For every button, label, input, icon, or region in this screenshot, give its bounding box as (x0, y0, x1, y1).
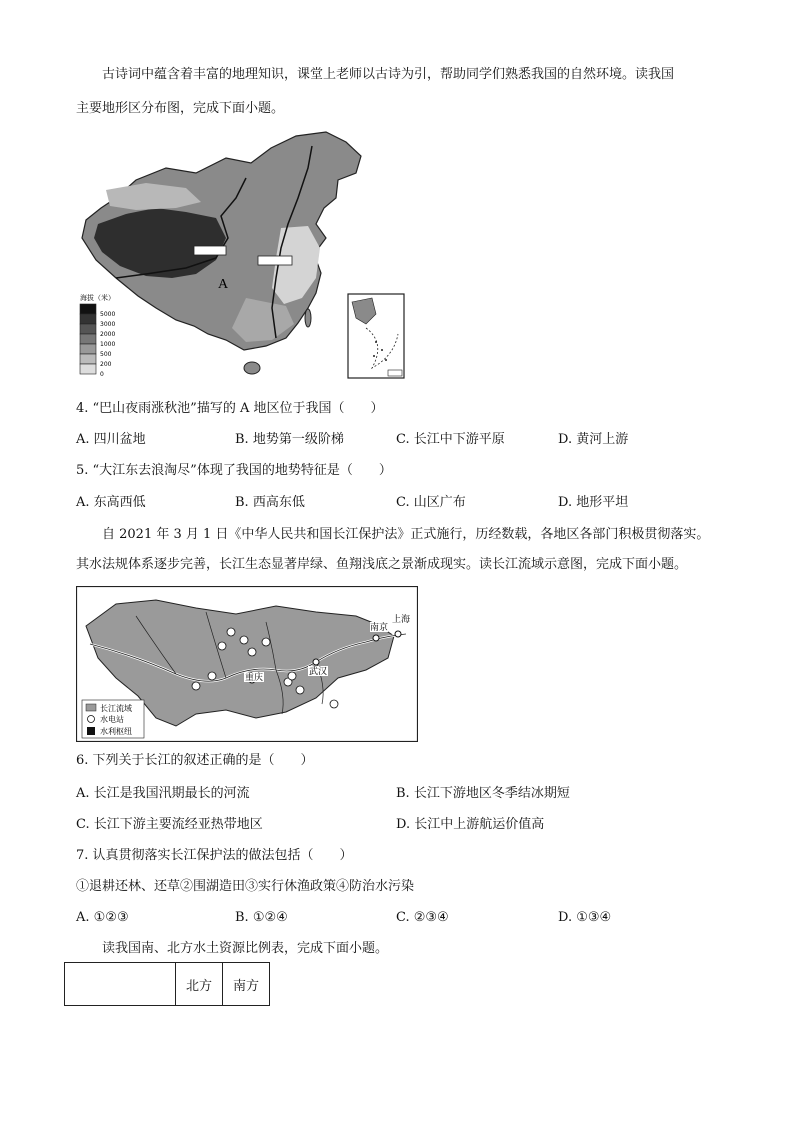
question-5-option-d[interactable]: D. 地形平坦 (558, 495, 629, 510)
question-4-stem: 4. “巴山夜雨涨秋池”描写的 A 地区位于我国（ ） (76, 401, 384, 416)
map-label-box (194, 246, 226, 255)
question-5-option-c[interactable]: C. 山区广布 (396, 495, 466, 510)
table-header-cell-empty (65, 963, 176, 1006)
question-5-stem: 5. “大江东去浪淘尽”体现了我国的地势特征是（ ） (76, 463, 392, 478)
legend-value: 200 (100, 361, 112, 368)
question-4-option-a[interactable]: A. 四川盆地 (76, 432, 146, 447)
basin-legend (82, 700, 144, 738)
table-header-cell-north: 北方 (176, 963, 223, 1006)
legend-value: 1000 (100, 341, 116, 348)
question-4-option-b[interactable]: B. 地势第一级阶梯 (235, 432, 344, 447)
marker-a: A (218, 277, 229, 292)
taiwan-island (305, 309, 311, 327)
table-header-cell-south: 南方 (223, 963, 270, 1006)
city-label-chongqing: 重庆 (245, 673, 264, 683)
legend-value: 0 (100, 371, 104, 378)
elevation-legend (80, 293, 115, 378)
intro-paragraph-3: 读我国南、北方水土资源比例表，完成下面小题。 (102, 941, 389, 956)
legend-value: 2000 (100, 331, 116, 338)
question-5-option-b[interactable]: B. 西高东低 (235, 495, 305, 510)
legend-value: 3000 (100, 321, 116, 328)
question-7-option-c[interactable]: C. ②③④ (396, 910, 449, 925)
hainan-island (244, 362, 260, 374)
china-terrain-map (76, 128, 410, 386)
question-6-option-a[interactable]: A. 长江是我国汛期最长的河流 (76, 786, 250, 801)
table-header-row (65, 963, 270, 1006)
legend-title: 海拔（米） (80, 294, 115, 302)
city-label-shanghai: 上海 (392, 615, 411, 625)
question-7-option-b[interactable]: B. ①②④ (235, 910, 288, 925)
city-label-nanjing: 南京 (370, 623, 389, 633)
question-6-option-d[interactable]: D. 长江中上游航运价值高 (396, 817, 545, 832)
question-6-option-c[interactable]: C. 长江下游主要流经亚热带地区 (76, 817, 263, 832)
legend-hydropower-label: 水电站 (100, 715, 124, 724)
question-4-option-c[interactable]: C. 长江中下游平原 (396, 432, 505, 447)
south-china-sea-inset (348, 294, 404, 378)
legend-hub-label: 水利枢纽 (100, 727, 132, 736)
question-6-stem: 6. 下列关于长江的叙述正确的是（ ） (76, 753, 314, 768)
legend-value: 5000 (100, 311, 116, 318)
water-land-resources-table (64, 962, 270, 1006)
city-marker (313, 659, 319, 665)
intro-paragraph-1-line2: 主要地形区分布图，完成下面小题。 (76, 101, 285, 116)
yangtze-basin-map (76, 586, 418, 742)
intro-paragraph-2-line1: 自 2021 年 3 月 1 日《中华人民共和国长江保护法》正式施行，历经数载，各地区各部门积极贯彻落实。 (102, 527, 710, 542)
question-7-items: ①退耕还林、还草②围湖造田③实行休渔政策④防治水污染 (76, 879, 415, 894)
intro-paragraph-1-line1: 古诗词中蕴含着丰富的地理知识，课堂上老师以古诗为引，帮助同学们熟悉我国的自然环境。读我国 (102, 67, 675, 82)
question-6-option-b[interactable]: B. 长江下游地区冬季结冰期短 (396, 786, 570, 801)
question-5-option-a[interactable]: A. 东高西低 (76, 495, 146, 510)
legend-value: 500 (100, 351, 112, 358)
question-4-option-d[interactable]: D. 黄河上游 (558, 432, 629, 447)
legend-basin-label: 长江流域 (100, 704, 132, 713)
question-7-stem: 7. 认真贯彻落实长江保护法的做法包括（ ） (76, 848, 353, 863)
city-label-wuhan: 武汉 (309, 667, 328, 677)
city-marker (373, 635, 379, 641)
intro-paragraph-2-line2: 其水法规体系逐步完善，长江生态显著岸绿、鱼翔浅底之景渐成现实。读长江流域示意图，完成下面小题。 (76, 557, 688, 572)
question-7-option-d[interactable]: D. ①③④ (558, 910, 612, 925)
question-7-option-a[interactable]: A. ①②③ (76, 910, 129, 925)
map-label-box (258, 256, 292, 265)
city-marker (395, 631, 401, 637)
